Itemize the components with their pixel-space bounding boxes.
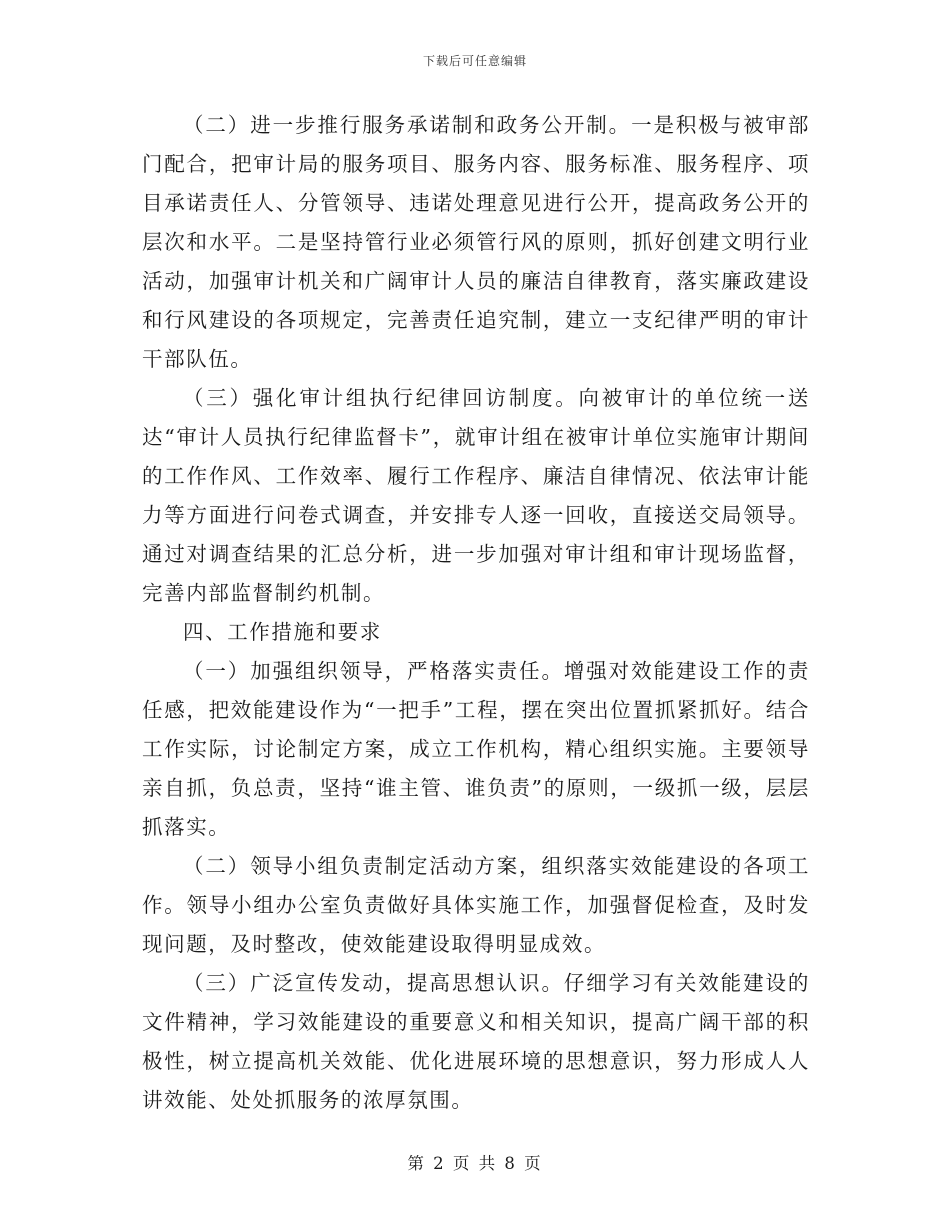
- page-header-note: 下载后可任意编辑: [422, 54, 527, 68]
- document-body: [142, 106, 810, 1120]
- paragraph-service-commitment: （二）进一步推行服务承诺制和政务公开制。一是积极与被审部门配合，把审计局的服务项目、服务内容、服务标准、服务程序、项目承诺责任人、分管领导、违诺处理意见进行公开，提高政务公开的层次和水平。二是坚持管行业必须管行风的原则，抓好创建文明行业活动，加强审计机关和广阔审计人员的廉洁自律教育，落实廉政建设和行风建设的各项规定，完善责任追究制，建立一支纪律严明的审计干部队伍。: [142, 113, 810, 371]
- section-heading-measures: 四、工作措施和要求: [183, 620, 382, 644]
- page-number: 第 2 页 共 8 页: [407, 1154, 543, 1173]
- paragraph-publicity: （三）广泛宣传发动，提高思想认识。仔细学习有关效能建设的文件精神，学习效能建设的重要意义和相关知识，提高广阔干部的积极性，树立提高机关效能、优化进展环境的思想意识，努力形成人人讲效能、处处抓服务的浓厚氛围。: [142, 971, 810, 1112]
- paragraph-leading-group: （二）领导小组负责制定活动方案，组织落实效能建设的各项工作。领导小组办公室负责做好具体实施工作，加强督促检查，及时发现问题，及时整改，使效能建设取得明显成效。: [142, 854, 810, 956]
- paragraph-organization-leadership: （一）加强组织领导，严格落实责任。增强对效能建设工作的责任感，把效能建设作为“一把手”工程，摆在突出位置抓紧抓好。结合工作实际，讨论制定方案，成立工作机构，精心组织实施。主要领导亲自抓，负总责，坚持“谁主管、谁负责”的原则，一级抓一级，层层抓落实。: [142, 659, 810, 839]
- paragraph-audit-discipline: （三）强化审计组执行纪律回访制度。向被审计的单位统一送达“审计人员执行纪律监督卡”，就审计组在被审计单位实施审计期间的工作作风、工作效率、履行工作程序、廉洁自律情况、依法审计能力等方面进行问卷式调查，并安排专人逐一回收，直接送交局领导。通过对调查结果的汇总分析，进一步加强对审计组和审计现场监督，完善内部监督制约机制。: [142, 386, 810, 605]
